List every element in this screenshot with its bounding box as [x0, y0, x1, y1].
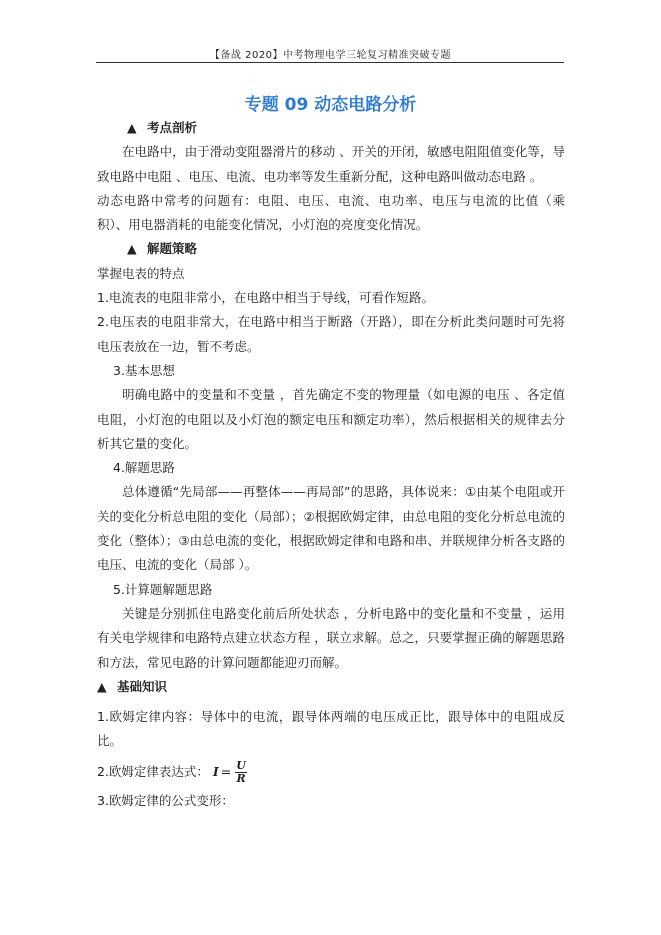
list-item: 2.电压表的电阻非常大，在电路中相当于断路（开路），即在分析此类问题时可先将电压表放在一边，暂不考虑。	[97, 314, 565, 354]
paragraph: 动态电路中常考的问题有：电阻、电压、电流、电功率、电压与电流的比值（乘积）、用电器消耗的电能变化情况，小灯泡的亮度变化情况。	[97, 192, 565, 233]
section-heading-strategy: ▲ 解题策略	[97, 237, 565, 261]
triangle-icon: ▲	[127, 120, 137, 135]
formula-fraction	[235, 760, 247, 785]
formula-equals: =	[220, 763, 232, 779]
formula-line: 2.欧姆定律表达式： I = $\frac{U}{R}$	[97, 758, 246, 785]
list-item: 1.欧姆定律内容：导体中的电流，跟导体两端的电压成正比，跟导体中的电阻成反比。	[97, 709, 565, 749]
document-body	[97, 116, 565, 813]
subheading: 5.计算题解题思路	[113, 581, 213, 597]
formula-current: I	[212, 763, 219, 779]
list-item: 1.电流表的电阻非常小，在电路中相当于导线，可看作短路。	[97, 290, 434, 306]
triangle-icon: ▲	[127, 241, 137, 257]
paragraph: 在电路中，由于滑动变阻器滑片的移动 、开关的开闭，敏感电阻阻值变化等，导致电路中电阻 、电压、电流、电功率等发生重新分配，这种电路叫做动态电路 。	[97, 144, 565, 184]
paragraph: 关键是分别抓住电路变化前后所处状态 ，分析电路中的变化量和不变量 ，运用有关电学规律和电路特点建立状态方程 ，联立求解。总之，只要掌握正确的解题思路和方法，常见电路的计算问题都能迎刃而解。	[97, 605, 565, 670]
page-header: 【备战 2020】中考物理电学三轮复习精准突破专题	[209, 50, 452, 61]
formula-numerator: U	[236, 758, 246, 772]
formula-denominator: R	[236, 771, 246, 785]
page-title: 专题 09 动态电路分析	[244, 95, 417, 115]
section-heading-analysis: ▲ 考点剖析	[97, 116, 565, 140]
subheading: 3.基本思想	[113, 362, 175, 378]
triangle-icon: ▲	[97, 678, 107, 694]
paragraph: 明确电路中的变量和不变量 ，首先确定不变的物理量（如电源的电压 、各定值电阻，小灯泡的电阻以及小灯泡的额定电压和额定功率），然后根据相关的规律去分析其它量的变化。	[97, 387, 565, 451]
paragraph: 总体遵循“先局部——再整体——再局部”的思路，具体说来：①由某个电阻或开关的变化分析总电阻的变化（局部）；②根据欧姆定律，由总电阻的变化分析总电流的变化（整体）；③由总电流的变化，根据欧姆定律和电路和串、并联规律分析各支路的电压、电流的变化（局部 ）。	[97, 484, 565, 573]
section-heading-basics: ▲ 基础知识	[97, 675, 565, 699]
paragraph: 掌握电表的特点	[97, 265, 185, 281]
list-item: 3.欧姆定律的公式变形：	[97, 792, 234, 808]
header-rule	[96, 62, 564, 63]
subheading: 4.解题思路	[113, 460, 175, 476]
